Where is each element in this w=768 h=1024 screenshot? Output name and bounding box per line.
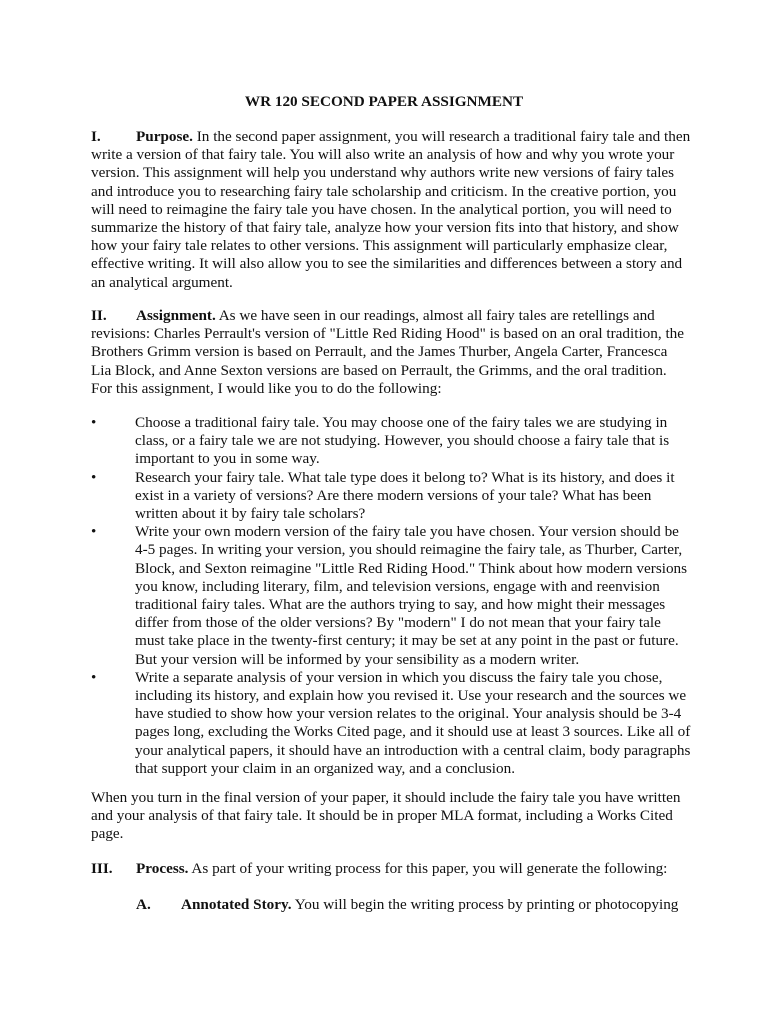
- section-heading: Process.: [136, 860, 189, 877]
- list-item: [91, 469, 691, 524]
- bullet-list: [91, 414, 691, 778]
- document-title: WR 120 SECOND PAPER ASSIGNMENT: [244, 93, 524, 110]
- list-item: [91, 523, 691, 669]
- list-item: [91, 414, 691, 469]
- closing-paragraph: When you turn in the final version of your paper, it should include the fairy tale you have written and your analysis of that fairy tale. It should be in proper MLA format, including a Works Cited page.: [91, 789, 681, 843]
- subsection-number: A.: [136, 896, 151, 913]
- list-item-text: Choose a traditional fairy tale. You may choose one of the fairy tales we are studying in class, or a fairy tale we are not studying. However, you should choose a fairy tale that is important to you in some way.: [135, 414, 670, 468]
- section-process: [91, 860, 691, 878]
- bullet-icon: •: [91, 523, 97, 541]
- section-heading: Assignment.: [136, 307, 216, 324]
- bullet-icon: •: [91, 468, 97, 486]
- subsection-annotated-story: [136, 896, 696, 914]
- list-item-text: Research your fairy tale. What tale type does it belong to? What is its history, and does it exist in a variety of versions? Are there modern versions of your tale? What has been written about it by fairy tale scholars?: [135, 468, 675, 523]
- list-item-text: Write a separate analysis of your version in which you discuss the fairy tale you chose, including its history, and explain how you revised it. Use your research and the sources we have studied to show how your version relates to the original. Your analysis should be 3-4 pages long, excluding the Works Cited page, and it should use at least 3 sources. Like all of your analytical papers, it should have an introduction with a central claim, body paragraphs that support your claim in an organized way, and a conclusion.: [135, 668, 691, 777]
- bullet-icon: •: [91, 414, 97, 431]
- section-number: III.: [91, 860, 113, 877]
- subsection-body: You will begin the writing process by printing or photocopying: [291, 896, 679, 913]
- section-purpose: [91, 128, 691, 292]
- section-body: In the second paper assignment, you will research a traditional fairy tale and then write a version of that fairy tale. You will also write an analysis of how and why you wrote your version. This assignment will help you understand why authors write new versions of fairy tales and introduce you to researching fairy tale scholarship and criticism. In the creative portion, you will need to reimagine the fairy tale you have chosen. In the analytical portion, you will need to summarize the history of that fairy tale, analyze how your version fits into that history, and show how your fairy tale relates to other versions. This assignment will particularly emphasize clear, effective writing. It will also allow you to see the similarities and differences between a story and an analytical argument.: [91, 128, 691, 291]
- list-item: [91, 669, 691, 778]
- section-body: As part of your writing process for this paper, you will generate the following:: [188, 860, 668, 877]
- subsection-heading: Annotated Story.: [181, 896, 292, 913]
- section-body: As we have seen in our readings, almost all fairy tales are retellings and revisions: Charles Perrault's version of "Little Red Riding Hood" is based on an oral tradition, the Brothers Grimm version is based on Perrault, and the James Thurber, Angela Carter, Francesca Lia Block, and Anne Sexton versions are based on Perrault, the Grimms, and the oral tradition. For this assignment, I would like you to do the following:: [91, 307, 685, 397]
- section-heading: Purpose.: [136, 128, 193, 145]
- section-number: I.: [91, 128, 101, 145]
- bullet-icon: •: [91, 668, 97, 686]
- section-assignment: [91, 307, 691, 398]
- section-number: II.: [91, 307, 107, 324]
- list-item-text: Write your own modern version of the fairy tale you have chosen. Your version should be 4-5 pages. In writing your version, you should reimagine the fairy tale, as Thurber, Carter, Block, and Sexton reimagine "Little Red Riding Hood." Think about how modern versions you know, including literary, film, and television versions, engage with and reenvision traditional fairy tales. What are the authors trying to say, and how might their messages differ from those of the older versions? By "modern" I do not mean that your fairy tale must take place in the twenty-first century; it may be set at any point in the past or future. But your version will be informed by your sensibility as a modern writer.: [135, 523, 688, 668]
